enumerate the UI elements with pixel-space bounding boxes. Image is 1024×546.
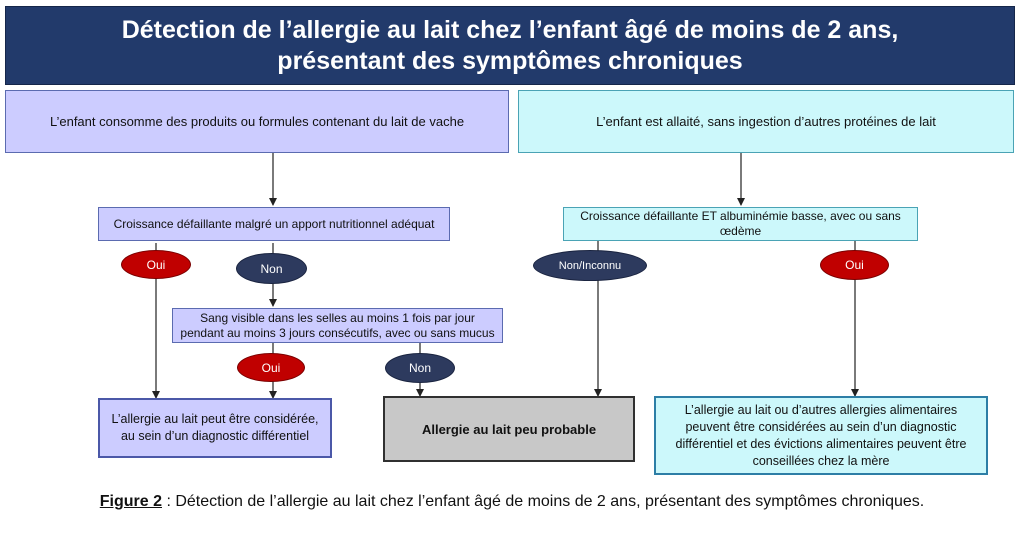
left-top-box: L’enfant consomme des produits ou formules contenant du lait de vache	[5, 90, 509, 153]
right-top-box: L’enfant est allaité, sans ingestion d’autres protéines de lait	[518, 90, 1014, 153]
right-question-growth-albumin: Croissance défaillante ET albuminémie basse, avec ou sans œdème	[563, 207, 918, 241]
caption-label: Figure 2	[99, 493, 162, 510]
non-inconnu-oval: Non/Inconnu	[533, 250, 647, 281]
title-line-1: Détection de l’allergie au lait chez l’enfant âgé de moins de 2 ans,	[121, 16, 899, 44]
left-question-blood-stool: Sang visible dans les selles au moins 1 fois par jour pendant au moins 3 jours consécutifs, avec ou sans mucus	[172, 308, 503, 343]
oui-oval-2: Oui	[237, 353, 305, 382]
outcome-center-box: Allergie au lait peu probable	[383, 396, 635, 462]
outcome-left-box: L’allergie au lait peut être considérée, au sein d’un diagnostic différentiel	[98, 398, 332, 458]
left-question-growth: Croissance défaillante malgré un apport nutritionnel adéquat	[98, 207, 450, 241]
figure-caption	[0, 493, 1024, 511]
non-oval-2: Non	[385, 353, 455, 383]
title-line-2: présentant des symptômes chroniques	[277, 47, 743, 75]
outcome-right-box: L’allergie au lait ou d’autres allergies alimentaires peuvent être considérées au sein d’un diagnostic différentiel et des évictions alimentaires peuvent être conseillées chez la mère	[654, 396, 988, 475]
oui-oval-right: Oui	[820, 250, 889, 280]
caption-text: : Détection de l’allergie au lait chez l’enfant âgé de moins de 2 ans, présentant des symptômes chroniques.	[162, 493, 925, 510]
oui-oval-1: Oui	[121, 250, 191, 279]
non-oval-1: Non	[236, 253, 307, 284]
